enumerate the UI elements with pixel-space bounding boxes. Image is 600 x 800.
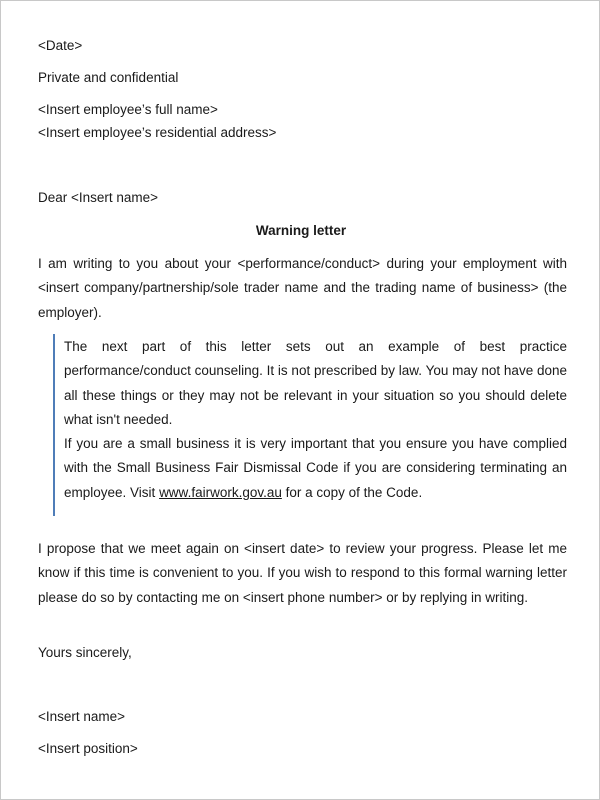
guidance-paragraph-2-text: If you are a small business it is very important that you ensure you have complied with the Small Business Fair Dismissal Code if you are considering terminating an employee. Visit [64,436,567,500]
employee-name-line: <Insert employee’s full name> [38,102,218,117]
confidential-line: Private and confidential [38,70,179,85]
date-line: <Date> [38,38,83,53]
letter-title: Warning letter [255,223,347,238]
closing-line: Yours sincerely, [38,645,132,660]
proposal-paragraph: I propose that we meet again on <insert date> to review your progress. Please let me know if this time is convenient to you. If you wish to respond to this formal warning letter please do so by contacting me on <insert phone number> or by replying in writing. [38,541,567,605]
salutation: Dear <Insert name> [38,190,159,205]
sender-name-line: <Insert name> [38,709,126,724]
employee-address-line: <Insert employee’s residential address> [38,125,277,140]
sender-position-line: <Insert position> [38,741,138,756]
guidance-paragraph-1: The next part of this letter sets out an example of best practice performance/conduct counseling. It is not prescribed by law. You may not have done all these things or they may not be relevant in your situation so you should delete what isn't needed. [64,339,567,427]
guidance-paragraph-2-end: for a copy of the Code. [281,484,423,500]
fairwork-link[interactable]: www.fairwork.gov.au [159,484,282,500]
intro-paragraph: I am writing to you about your <performance/conduct> during your employment with <insert company/partnership/sole trader name and the trading name of business> (the employer). [38,256,567,320]
guidance-paragraph-2 [64,432,567,505]
guidance-note-box [53,334,569,516]
